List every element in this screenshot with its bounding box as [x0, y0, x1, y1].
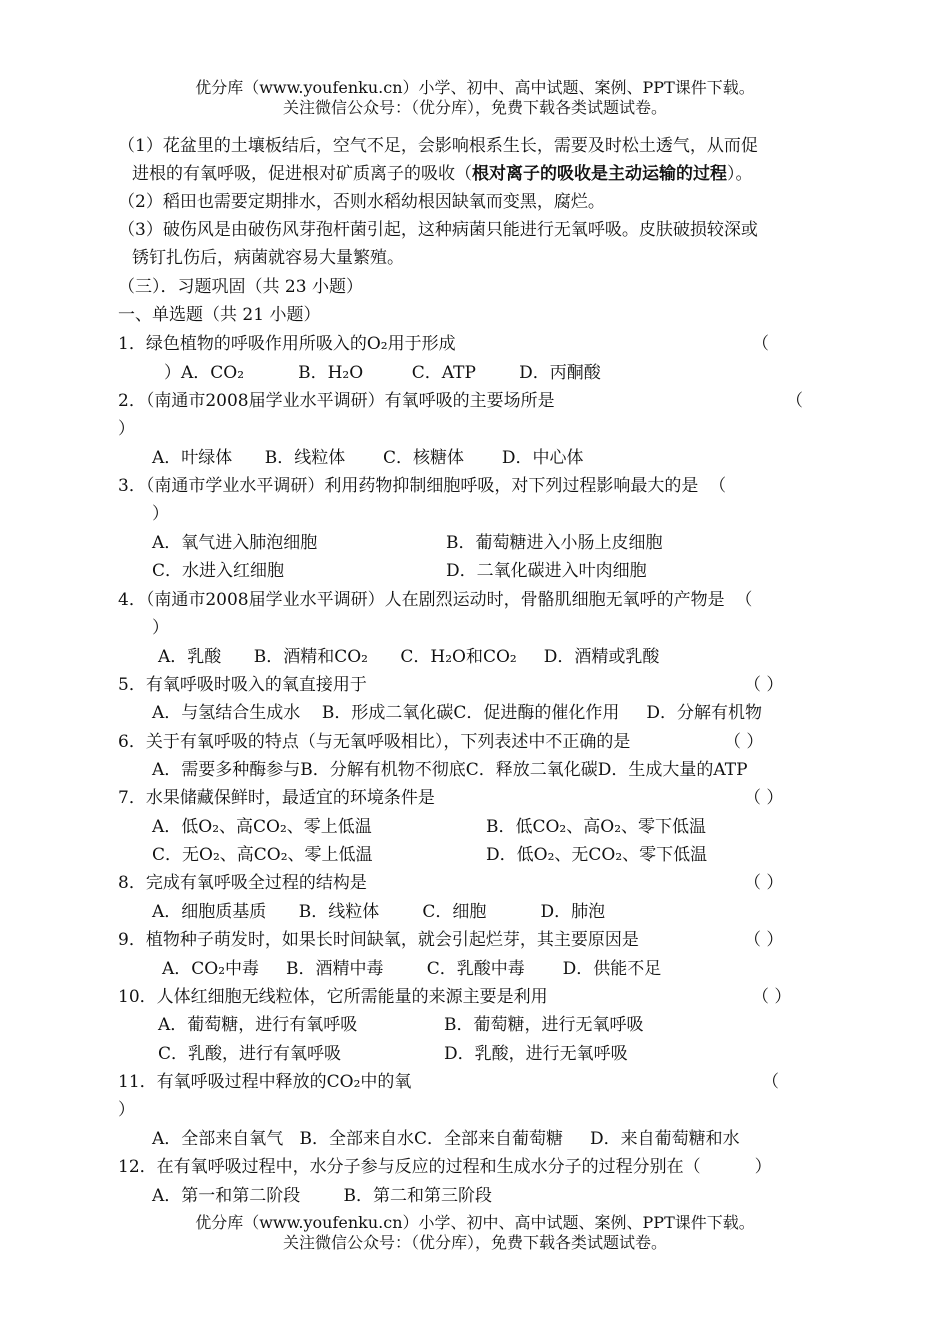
intro-p1-text: 进根的有氧呼吸，促进根对矿质离子的吸收（ [132, 164, 472, 184]
q7-paren: （ ） [744, 788, 784, 808]
q10-paren: （ ） [752, 987, 792, 1007]
q5-stem: 5．有氧呼吸时吸入的氧直接用于 [118, 675, 367, 695]
intro-p2: （2）稻田也需要定期排水，否则水稻幼根因缺氧而变黑，腐烂。 [118, 192, 605, 212]
q3-option-d: D．二氧化碳进入叶肉细胞 [446, 561, 647, 581]
section-subtitle: 一、单选题（共 21 小题） [118, 305, 321, 325]
q10-stem: 10．人体红细胞无线粒体，它所需能量的来源主要是利用 [118, 987, 548, 1007]
q6-options: A．需要多种酶参与B．分解有机物不彻底C．释放二氧化碳D．生成大量的ATP [152, 760, 748, 780]
q11-paren-open: （ [762, 1072, 779, 1092]
intro-p1-bold: 根对离子的吸收是主动运输的过程 [472, 164, 727, 184]
q10-option-b: B．葡萄糖，进行无氧呼吸 [444, 1015, 644, 1035]
q11-paren-close: ） [118, 1100, 135, 1120]
q6-paren: （ ） [724, 732, 764, 752]
q9-stem: 9．植物种子萌发时，如果长时间缺氧，就会引起烂芽，其主要原因是 [118, 930, 639, 950]
q7-stem: 7．水果储藏保鲜时，最适宜的环境条件是 [118, 788, 435, 808]
q9-paren: （ ） [744, 930, 784, 950]
intro-p1-line1: （1）花盆里的土壤板结后，空气不足，会影响根系生长，需要及时松土透气，从而促 [118, 136, 758, 156]
q3-stem: 3．（南通市学业水平调研）利用药物抑制细胞呼吸，对下列过程影响最大的是 （ [118, 476, 727, 496]
header-line-2: 关注微信公众号：（优分库），免费下载各类试题试卷。 [282, 98, 667, 117]
header-line-1: 优分库（www.youfenku.cn）小学、初中、高中试题、案例、PPT课件下载。 [195, 78, 755, 97]
q3-option-a: A．氧气进入肺泡细胞 [152, 533, 318, 553]
q3-option-c: C．水进入红细胞 [152, 561, 285, 581]
intro-p1-line2 [132, 163, 753, 185]
q4-stem: 4．（南通市2008届学业水平调研）人在剧烈运动时，骨骼肌细胞无氧呼的产物是 （ [118, 590, 753, 610]
q10-option-c: C．乳酸，进行有氧呼吸 [158, 1044, 342, 1064]
q1-paren-open: （ [752, 334, 769, 354]
q1-stem: 1．绿色植物的呼吸作用所吸入的O₂用于形成 [118, 334, 456, 354]
q8-stem: 8．完成有氧呼吸全过程的结构是 [118, 873, 367, 893]
q11-stem: 11．有氧呼吸过程中释放的CO₂中的氧 [118, 1072, 412, 1092]
section-title: （三）．习题巩固（共 23 小题） [118, 277, 363, 297]
q8-options: A．细胞质基质 B．线粒体 C．细胞 D．肺泡 [152, 902, 606, 922]
q2-paren-open: （ [786, 391, 803, 411]
q4-paren-close: ） [152, 618, 169, 638]
q5-options: A．与氢结合生成水 B．形成二氧化碳C．促进酶的催化作用 D．分解有机物 [152, 703, 763, 723]
intro-p1-end: ）。 [727, 164, 753, 184]
footer-line-2: 关注微信公众号：（优分库），免费下载各类试题试卷。 [282, 1233, 667, 1252]
q6-stem: 6．关于有氧呼吸的特点（与无氧呼吸相比），下列表述中不正确的是 [118, 732, 631, 752]
q1-options: ）A．CO₂ B．H₂O C．ATP D．丙酮酸 [164, 363, 601, 383]
q7-option-b: B．低CO₂、高O₂、零下低温 [486, 817, 707, 837]
q8-paren: （ ） [744, 873, 784, 893]
q4-options: A．乳酸 B．酒精和CO₂ C．H₂O和CO₂ D．酒精或乳酸 [158, 647, 660, 667]
q10-option-d: D．乳酸，进行无氧呼吸 [444, 1044, 628, 1064]
q2-options: A．叶绿体 B．线粒体 C．核糖体 D．中心体 [152, 448, 584, 468]
intro-p3-line1: （3）破伤风是由破伤风芽孢杆菌引起，这种病菌只能进行无氧呼吸。皮肤破损较深或 [118, 220, 758, 240]
q5-paren: （ ） [744, 675, 784, 695]
q3-option-b: B．葡萄糖进入小肠上皮细胞 [446, 533, 663, 553]
footer-line-1: 优分库（www.youfenku.cn）小学、初中、高中试题、案例、PPT课件下载。 [195, 1213, 755, 1232]
q7-option-a: A．低O₂、高CO₂、零上低温 [152, 817, 372, 837]
q11-options: A．全部来自氧气 B．全部来自水C．全部来自葡萄糖 D．来自葡萄糖和水 [152, 1129, 740, 1149]
q7-option-d: D．低O₂、无CO₂、零下低温 [486, 845, 708, 865]
q3-paren-close: ） [152, 504, 169, 524]
q10-option-a: A．葡萄糖，进行有氧呼吸 [158, 1015, 358, 1035]
q7-option-c: C．无O₂、高CO₂、零上低温 [152, 845, 373, 865]
intro-p3-line2: 锈钉扎伤后，病菌就容易大量繁殖。 [132, 248, 404, 268]
q2-paren-close: ） [118, 419, 135, 439]
q12-stem: 12．在有氧呼吸过程中，水分子参与反应的过程和生成水分子的过程分别在（ ） [118, 1157, 772, 1177]
q12-options: A．第一和第二阶段 B．第二和第三阶段 [152, 1186, 492, 1206]
q9-options: A．CO₂中毒 B．酒精中毒 C．乳酸中毒 D．供能不足 [162, 959, 662, 979]
q2-stem: 2．（南通市2008届学业水平调研）有氧呼吸的主要场所是 [118, 391, 555, 411]
